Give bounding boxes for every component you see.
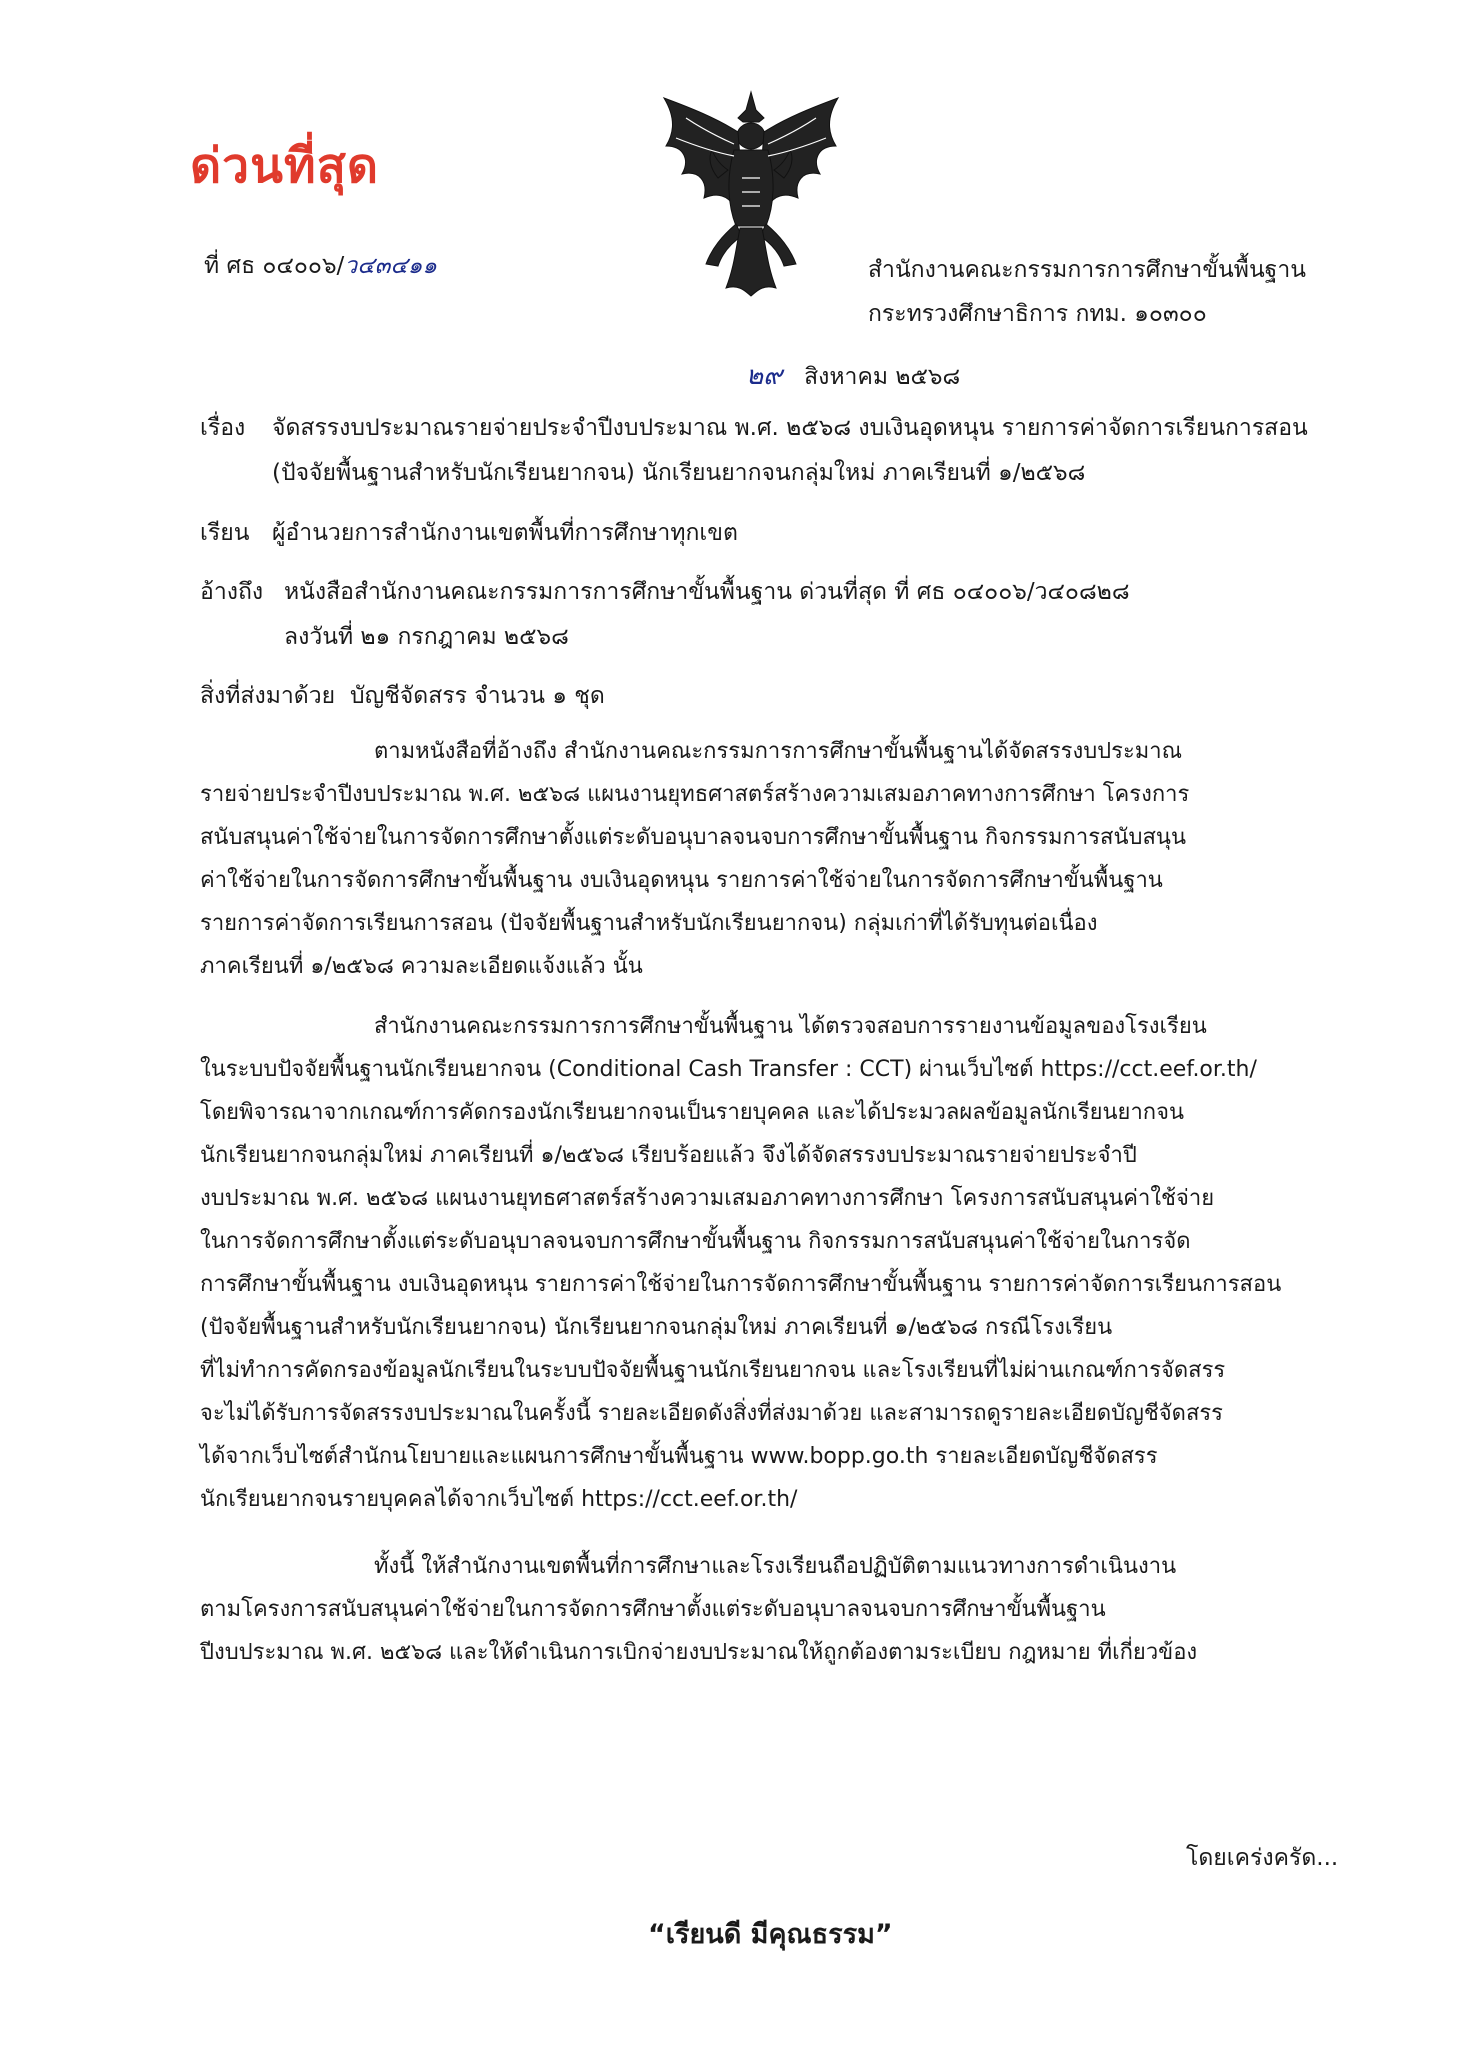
enclosure-line xyxy=(200,678,605,714)
paragraph-line: จะไม่ได้รับการจัดสรรงบประมาณในครั้งนี้ รายละเอียดดังสิ่งที่ส่งมาด้วย และสามารถดูรายละเอียดบัญชีจัดสรร xyxy=(200,1401,1223,1426)
issuing-office xyxy=(868,248,1306,336)
paragraph-line: งบประมาณ พ.ศ. ๒๕๖๘ แผนงานยุทธศาสตร์สร้างความเสมอภาคทางการศึกษา โครงการสนับสนุนค่าใช้จ่าย xyxy=(200,1186,1215,1211)
enclosure-label: สิ่งที่ส่งมาด้วย xyxy=(200,683,336,709)
paragraph-line: การศึกษาขั้นพื้นฐาน งบเงินอุดหนุน รายการค่าใช้จ่ายในการจัดการศึกษาขั้นพื้นฐาน รายการค่าจัดการเรียนการสอน xyxy=(200,1272,1282,1297)
paragraph-line: ที่ไม่ทำการคัดกรองข้อมูลนักเรียนในระบบปัจจัยพื้นฐานนักเรียนยากจน และโรงเรียนที่ไม่ผ่านเกณฑ์การจัดสรร xyxy=(200,1358,1226,1383)
paragraph-line: ปีงบประมาณ พ.ศ. ๒๕๖๘ และให้ดำเนินการเบิกจ่ายงบประมาณให้ถูกต้องตามระเบียบ กฎหมาย ที่เกี่ยวข้อง xyxy=(200,1640,1198,1665)
date-month-year: สิงหาคม ๒๕๖๘ xyxy=(804,364,961,390)
reference-text-1: หนังสือสำนักงานคณะกรรมการการศึกษาขั้นพื้นฐาน ด่วนที่สุด ที่ ศธ ๐๔๐๐๖/ว๔๐๘๒๘ xyxy=(284,579,1130,605)
recipient-line xyxy=(200,515,738,551)
office-line-2: กระทรวงศึกษาธิการ กทม. ๑๐๓๐๐ xyxy=(868,301,1207,327)
paragraph-line: สนับสนุนค่าใช้จ่ายในการจัดการศึกษาตั้งแต่ระดับอนุบาลจนจบการศึกษาขั้นพื้นฐาน กิจกรรมการสนับสนุน xyxy=(200,825,1186,850)
paragraph-line: ทั้งนี้ ให้สำนักงานเขตพื้นที่การศึกษาและโรงเรียนถือปฏิบัติตามแนวทางการดำเนินงาน xyxy=(374,1554,1177,1579)
document-number xyxy=(204,248,437,284)
paragraph-line: ได้จากเว็บไซต์สำนักนโยบายและแผนการศึกษาขั้นพื้นฐาน www.bopp.go.th รายละเอียดบัญชีจัดสรร xyxy=(200,1444,1158,1469)
paragraph-line: ในการจัดการศึกษาตั้งแต่ระดับอนุบาลจนจบการศึกษาขั้นพื้นฐาน กิจกรรมการสนับสนุนค่าใช้จ่ายในการจัด xyxy=(200,1229,1191,1254)
office-line-1: สำนักงานคณะกรรมการการศึกษาขั้นพื้นฐาน xyxy=(868,257,1306,283)
document-date xyxy=(746,355,960,396)
recipient-label: เรียน xyxy=(200,520,250,546)
paragraph-line: (ปัจจัยพื้นฐานสำหรับนักเรียนยากจน) นักเรียนยากจนกลุ่มใหม่ ภาคเรียนที่ ๑/๒๕๖๘ กรณีโรงเรียน xyxy=(200,1315,1113,1340)
document-number-handwritten: ว๔๓๔๑๑ xyxy=(344,253,437,279)
paragraph-line: โดยพิจารณาจากเกณฑ์การคัดกรองนักเรียนยากจนเป็นรายบุคคล และได้ประมวลผลข้อมูลนักเรียนยากจน xyxy=(200,1100,1185,1125)
paragraph-line: ตามหนังสือที่อ้างถึง สำนักงานคณะกรรมการการศึกษาขั้นพื้นฐานได้จัดสรรงบประมาณ xyxy=(374,739,1183,764)
reference-line-2: ลงวันที่ ๒๑ กรกฎาคม ๒๕๖๘ xyxy=(284,624,569,650)
body-paragraph-2 xyxy=(200,1005,1338,1521)
date-day-handwritten: ๒๙ xyxy=(746,361,783,391)
subject-line-2: (ปัจจัยพื้นฐานสำหรับนักเรียนยากจน) นักเรียนยากจนกลุ่มใหม่ ภาคเรียนที่ ๑/๒๕๖๘ xyxy=(272,460,1086,486)
body-paragraph-1 xyxy=(200,730,1338,988)
subject-label: เรื่อง xyxy=(200,415,246,441)
reference-line-1 xyxy=(200,574,1130,610)
reference-label: อ้างถึง xyxy=(200,579,264,605)
paragraph-line: ภาคเรียนที่ ๑/๒๕๖๘ ความละเอียดแจ้งแล้ว นั้น xyxy=(200,954,643,979)
subject-text-1: จัดสรรงบประมาณรายจ่ายประจำปีงบประมาณ พ.ศ. ๒๕๖๘ งบเงินอุดหนุน รายการค่าจัดการเรียนการสอน xyxy=(272,415,1308,441)
garuda-emblem-icon xyxy=(656,88,846,298)
enclosure-text: บัญชีจัดสรร จำนวน ๑ ชุด xyxy=(350,683,605,709)
subject-line-1 xyxy=(200,410,1308,446)
urgency-stamp: ด่วนที่สุด xyxy=(190,138,380,194)
body-paragraph-3 xyxy=(200,1545,1338,1674)
recipient-text: ผู้อำนวยการสำนักงานเขตพื้นที่การศึกษาทุกเขต xyxy=(272,520,738,546)
paragraph-line: รายการค่าจัดการเรียนการสอน (ปัจจัยพื้นฐานสำหรับนักเรียนยากจน) กลุ่มเก่าที่ได้รับทุนต่อเนื่อง xyxy=(200,911,1098,936)
paragraph-line: ค่าใช้จ่ายในการจัดการศึกษาขั้นพื้นฐาน งบเงินอุดหนุน รายการค่าใช้จ่ายในการจัดการศึกษาขั้นพื้นฐาน xyxy=(200,868,1163,893)
paragraph-line: ในระบบปัจจัยพื้นฐานนักเรียนยากจน (Conditional Cash Transfer : CCT) ผ่านเว็บไซต์ https://cct.eef.or.th/ xyxy=(200,1057,1257,1082)
motto: “เรียนดี มีคุณธรรม” xyxy=(648,1919,893,1950)
continuation-text: โดยเคร่งครัด... xyxy=(1186,1845,1339,1871)
paragraph-line: นักเรียนยากจนรายบุคคลได้จากเว็บไซต์ https://cct.eef.or.th/ xyxy=(200,1487,798,1512)
paragraph-line: สำนักงานคณะกรรมการการศึกษาขั้นพื้นฐาน ได้ตรวจสอบการรายงานข้อมูลของโรงเรียน xyxy=(374,1014,1207,1039)
paragraph-line: นักเรียนยากจนกลุ่มใหม่ ภาคเรียนที่ ๑/๒๕๖๘ เรียบร้อยแล้ว จึงได้จัดสรรงบประมาณรายจ่ายประจำปี xyxy=(200,1143,1137,1168)
document-number-prefix: ที่ ศธ ๐๔๐๐๖/ xyxy=(204,253,345,279)
paragraph-line: ตามโครงการสนับสนุนค่าใช้จ่ายในการจัดการศึกษาตั้งแต่ระดับอนุบาลจนจบการศึกษาขั้นพื้นฐาน xyxy=(200,1597,1106,1622)
paragraph-line: รายจ่ายประจำปีงบประมาณ พ.ศ. ๒๕๖๘ แผนงานยุทธศาสตร์สร้างความเสมอภาคทางการศึกษา โครงการ xyxy=(200,782,1190,807)
